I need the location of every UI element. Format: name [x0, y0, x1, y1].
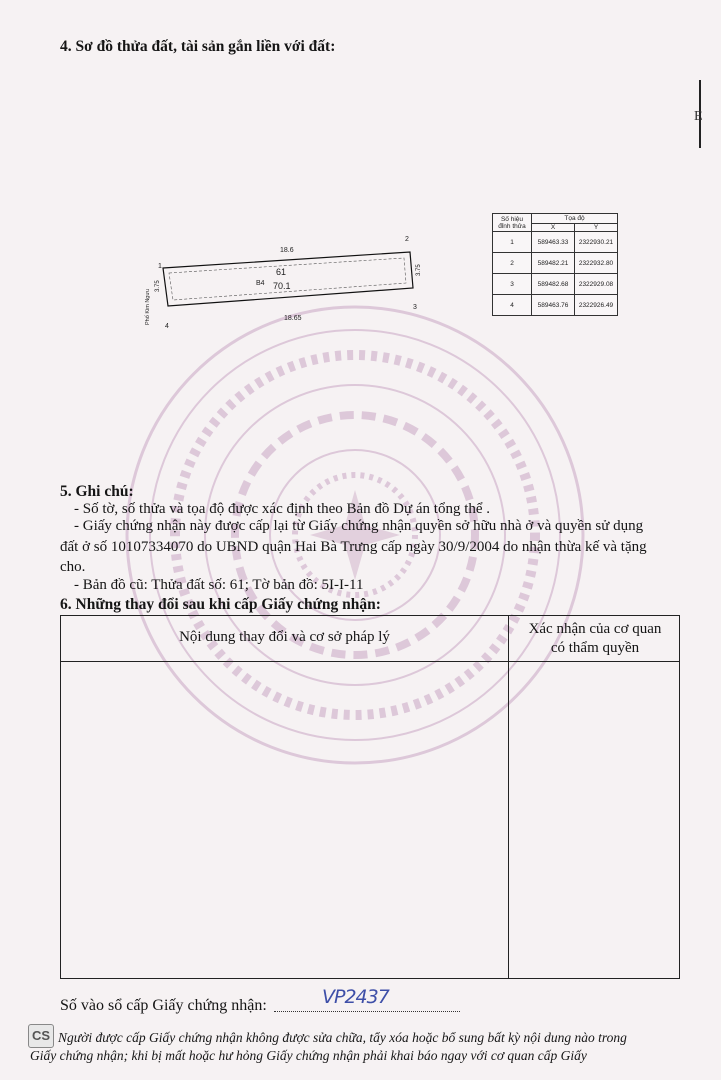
camscanner-logo-icon: CS	[28, 1024, 54, 1048]
table-row	[493, 253, 618, 274]
page-edge-mark	[694, 80, 718, 150]
coordinate-table	[492, 213, 618, 316]
row-id: 4	[493, 295, 532, 316]
row-y: 2322932.80	[575, 253, 618, 274]
row-x: 589482.21	[532, 253, 575, 274]
svg-text:E: E	[694, 109, 703, 124]
note-line-1: - Số tờ, số thửa và tọa độ được xác định theo Bản đồ Dự án tổng thể .	[74, 501, 491, 517]
bottom-length: 18.65	[284, 315, 302, 322]
row-id: 2	[493, 253, 532, 274]
note-line-5: - Bản đồ cũ: Thửa đất số: 61; Tờ bản đồ: 5I-I-11	[74, 577, 364, 593]
parcel-sketch	[138, 230, 438, 330]
changes-content-header: Nội dung thay đổi và cơ sở pháp lý	[179, 629, 390, 645]
vertex-4: 4	[165, 323, 169, 330]
top-length: 18.6	[280, 247, 294, 254]
row-x: 589463.33	[532, 232, 575, 253]
issue-number-handwritten: VP2437	[322, 986, 389, 1008]
left-width: 3.75	[155, 280, 161, 292]
issue-number-dotted-line	[274, 1011, 460, 1012]
y-header: Y	[575, 224, 618, 232]
parcel-area: 70.1	[273, 281, 291, 291]
row-y: 2322930.21	[575, 232, 618, 253]
section-4-heading: 4. Sơ đồ thửa đất, tài sản gắn liền với đất:	[60, 38, 336, 55]
changes-table	[60, 615, 680, 979]
vertex-id-header: Số hiệu đỉnh thửa	[493, 214, 532, 232]
table-row	[493, 274, 618, 295]
table-row	[493, 295, 618, 316]
note-line-4: cho.	[60, 559, 86, 575]
row-y: 2322926.49	[575, 295, 618, 316]
issue-number-label: Số vào sổ cấp Giấy chứng nhận:	[60, 997, 267, 1014]
vertex-2: 2	[405, 236, 409, 243]
parcel-number: 61	[276, 267, 287, 277]
row-y: 2322929.08	[575, 274, 618, 295]
column-divider	[508, 616, 509, 978]
row-x: 589482.68	[532, 274, 575, 295]
x-header: X	[532, 224, 575, 232]
footer-line-2: Giấy chứng nhận; khi bị mất hoặc hư hỏng Giấy chứng nhận phải khai báo ngay với cơ quan cấp Giấy	[30, 1048, 587, 1063]
authority-confirmation-header: Xác nhận của cơ quan có thẩm quyền	[528, 621, 662, 656]
parcel-inner-outline	[169, 258, 406, 300]
row-id: 3	[493, 274, 532, 295]
header-divider	[61, 661, 679, 662]
row-id: 1	[493, 232, 532, 253]
note-line-3: đất ở số 10107334070 do UBND quận Hai Bà Trưng cấp ngày 30/9/2004 do nhận thừa kế và tặng	[60, 539, 647, 555]
right-width: 3.75	[416, 264, 422, 276]
block-label: B4	[256, 280, 265, 287]
row-x: 589463.76	[532, 295, 575, 316]
vertex-3: 3	[413, 304, 417, 311]
footer-line-1: Người được cấp Giấy chứng nhận không được sửa chữa, tẩy xóa hoặc bổ sung bất kỳ nội dung nào trong	[58, 1030, 627, 1045]
section-6-heading: 6. Những thay đổi sau khi cấp Giấy chứng nhận:	[60, 596, 381, 613]
table-row	[493, 232, 618, 253]
street-name: Phố Kim Ngưu	[145, 288, 151, 325]
note-line-2: - Giấy chứng nhận này được cấp lại từ Giấy chứng nhận quyền sở hữu nhà ở và quyền sử dụng	[74, 518, 644, 534]
section-5-heading: 5. Ghi chú:	[60, 483, 134, 500]
coord-header: Tọa độ	[532, 214, 618, 224]
vertex-1: 1	[158, 263, 162, 270]
